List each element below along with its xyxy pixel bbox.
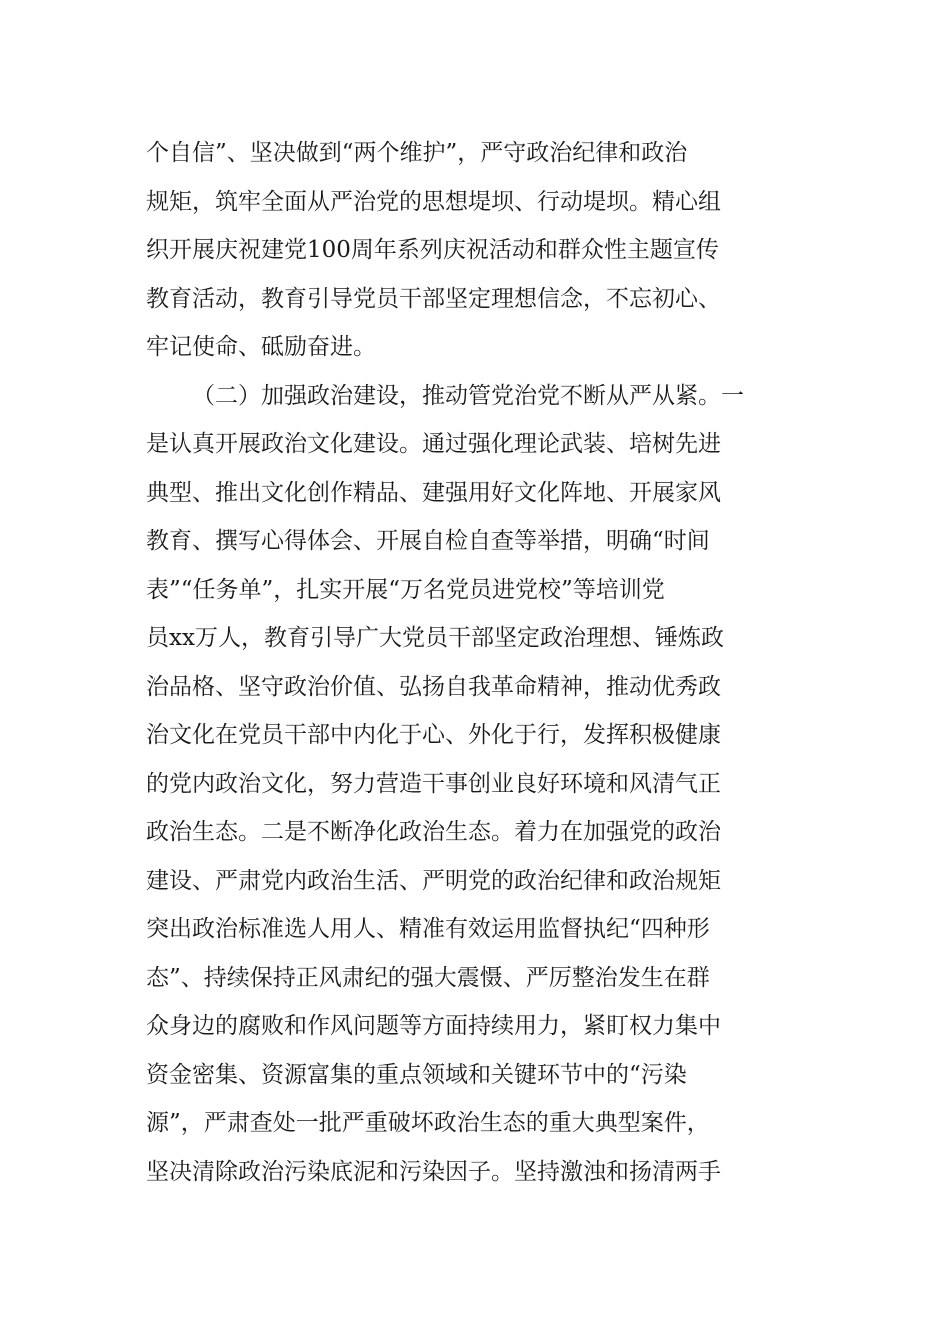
text-line: 织开展庆祝建党100周年系列庆祝活动和群众性主题宣传: [146, 237, 719, 263]
text-line: 是认真开展政治文化建设。通过强化理论武装、培树先进: [146, 431, 721, 457]
text-line: 治文化在党员干部中内化于心、外化于行，发挥积极健康: [146, 722, 721, 748]
text-line: 个自信”、坚决做到“两个维护”，严守政治纪律和政治: [146, 140, 688, 166]
text-line: 众身边的腐败和作风问题等方面持续用力，紧盯权力集中: [146, 1013, 721, 1039]
text-line: 建设、严肃党内政治生活、严明党的政治纪律和政治规矩: [146, 867, 721, 894]
text-line: 政治生态。二是不断净化政治生态。着力在加强党的政治: [146, 819, 721, 845]
text-line: 突出政治标准选人用人、精准有效运用监督执纪“四种形: [146, 916, 710, 942]
document-body: [146, 129, 808, 1196]
text-line: 典型、推出文化创作精品、建强用好文化阵地、开展家风: [146, 479, 721, 506]
text-line: 态”、持续保持正风肃纪的强大震慑、严厉整治发生在群: [146, 964, 710, 991]
section-heading-line: （二）加强政治建设，推动管党治党不断从严从紧。一: [192, 382, 744, 409]
text-line: 的党内政治文化，努力营造干事创业良好环境和风清气正: [146, 770, 721, 797]
text-line: 资金密集、资源富集的重点领域和关键环节中的“污染: [146, 1061, 687, 1088]
text-line: 源”，严肃查处一批严重破坏政治生态的重大典型案件，: [146, 1110, 710, 1136]
text-line: 教育活动，教育引导党员干部坚定理想信念，不忘初心、: [146, 285, 721, 312]
text-line: 表”“任务单”，扎实开展“万名党员进党校”等培训党: [146, 576, 665, 603]
text-line: 治品格、坚守政治价值、弘扬自我革命精神，推动优秀政: [146, 673, 721, 700]
text-line: 规矩，筑牢全面从严治党的思想堤坝、行动堤坝。精心组: [146, 188, 721, 215]
text-line: 坚决清除政治污染底泥和污染因子。坚持激浊和扬清两手: [146, 1158, 721, 1185]
text-line: 员xx万人，教育引导广大党员干部坚定政治理想、锤炼政: [146, 625, 724, 651]
text-line: 教育、撰写心得体会、开展自检自查等举措，明确“时间: [146, 528, 710, 554]
text-line: 牢记使命、砥励奋进。: [146, 334, 376, 360]
